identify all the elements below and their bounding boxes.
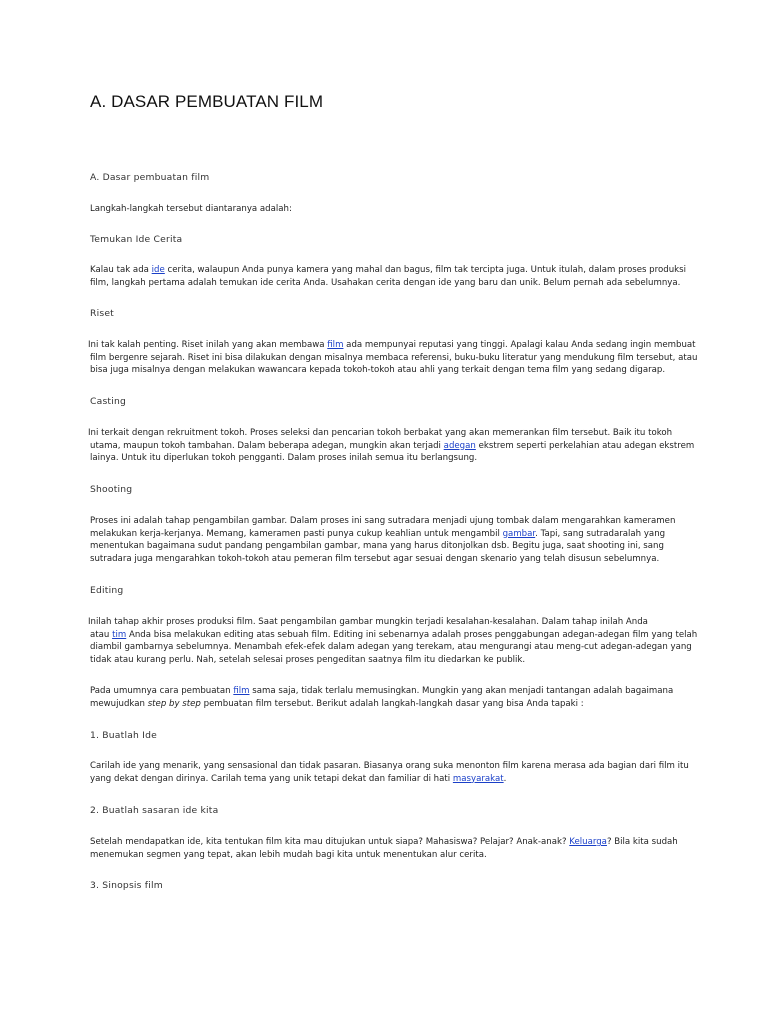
text-span: . Tapi, sang sutradaralah yang — [535, 528, 666, 539]
text-line: menentukan bagaimana sudut pandang pengambilan gambar, mana yang harus ditonjolkan dsb. Begitu juga, saat shooting ini, sang — [90, 541, 664, 552]
text-span: Ini tak kalah penting. Riset inilah yang akan membawa — [88, 340, 328, 350]
section-heading-sasaran-ide: 2. Buatlah sasaran ide kita — [90, 805, 219, 816]
section-heading-buatlah-ide: 1. Buatlah Ide — [90, 730, 157, 741]
paragraph-editing — [88, 616, 698, 666]
text-line: Carilah ide yang menarik, yang sensasional dan tidak pasaran. Biasanya orang suka menonton film karena merasa ada bagian dari film itu — [90, 761, 689, 771]
text-span: ekstrem seperti perkelahian atau adegan ekstrem — [475, 440, 695, 451]
text-line — [90, 264, 690, 277]
paragraph-temukan-ide — [90, 264, 690, 289]
text-line: sutradara juga mengarahkan tokoh-tokoh atau pemeran film tersebut agar sesuai dengan skenario yang telah disusun sebelumnya. — [90, 553, 660, 564]
paragraph-casting — [88, 427, 695, 465]
text-span: cerita, walaupun Anda punya kamera yang mahal dan bagus, film tak tercipta juga. Untuk itulah, dalam proses produksi — [164, 265, 686, 275]
text-line: Proses ini adalah tahap pengambilan gambar. Dalam proses ini sang sutradara menjadi ujung tombak dalam mengarahkan kameramen — [90, 516, 676, 526]
link-film[interactable]: film — [327, 340, 344, 350]
text-line — [88, 339, 696, 352]
text-line: Ini terkait dengan rekruitment tokoh. Proses seleksi dan pencarian tokoh berbakat yang akan memerankan film tersebut. Baik itu tokoh — [88, 428, 673, 438]
text-span: pembuatan film tersebut. Berikut adalah langkah-langkah dasar yang bisa Anda tapaki : — [200, 698, 584, 709]
section-heading-shooting: Shooting — [90, 484, 133, 495]
link-film-2[interactable]: film — [233, 686, 250, 696]
link-masyarakat[interactable]: masyarakat — [452, 773, 504, 784]
text-span: Anda bisa melakukan editing atas sebuah film. Editing ini sebenarnya adalah proses penggabungan adegan-adegan film yang telah — [126, 629, 698, 640]
link-keluarga[interactable]: Keluarga — [569, 837, 607, 847]
text-line: lainya. Untuk itu diperlukan tokoh pengganti. Dalam proses inilah semua itu berlangsung. — [90, 453, 478, 464]
text-line: Inilah tahap akhir proses produksi film. Saat pengambilan gambar mungkin terjadi kesalahan-kesalahan. Dalam tahap inilah Anda — [88, 617, 648, 627]
link-ide[interactable]: ide — [151, 265, 165, 275]
text-line: menemukan segmen yang tepat, akan lebih mudah bagi kita untuk menentukan alur cerita. — [90, 849, 487, 860]
text-line — [90, 528, 690, 541]
text-span: utama, maupun tokoh tambahan. Dalam beberapa adegan, mungkin akan terjadi — [90, 440, 444, 451]
text-span: yang dekat dengan dirinya. Carilah tema yang unik tetapi dekat dan familiar di hati — [90, 773, 453, 784]
section-heading-sinopsis: 3. Sinopsis film — [90, 880, 163, 891]
intro-paragraph — [90, 203, 690, 216]
text-span: sama saja, tidak terlalu memusingkan. Mungkin yang akan menjadi tantangan adalah bagaimana — [249, 686, 674, 696]
subtitle: A. Dasar pembuatan film — [90, 172, 210, 183]
text-span: ? Bila kita sudah — [606, 837, 678, 847]
text-line: diambil gambarnya sebelumnya. Menambah efek-efek dalam adegan yang terekam, atau mengurangi atau meng-cut adegan-adegan yang — [90, 642, 692, 653]
text-span: mewujudkan — [90, 698, 148, 709]
link-tim[interactable]: tim — [112, 629, 127, 640]
paragraph-shooting — [90, 515, 690, 565]
text-span: Setelah mendapatkan ide, kita tentukan film kita mau ditujukan untuk siapa? Mahasiswa? Pelajar? Anak-anak? — [90, 837, 570, 847]
paragraph-riset — [88, 339, 698, 377]
text-line: film, langkah pertama adalah temukan ide cerita Anda. Usahakan cerita dengan ide yang baru dan unik. Belum pernah ada sebelumnya. — [90, 277, 681, 288]
text-line — [88, 629, 698, 642]
paragraph-cara-pembuatan — [90, 685, 690, 710]
section-heading-temukan-ide: Temukan Ide Cerita — [90, 234, 183, 245]
text-span: Pada umumnya cara pembuatan — [90, 686, 234, 696]
section-heading-riset: Riset — [90, 308, 114, 319]
text-line — [88, 440, 695, 453]
paragraph-buatlah-ide — [90, 760, 690, 785]
text-span: atau — [90, 629, 113, 640]
text-span: melakukan kerja-kerjanya. Memang, kameramen pasti punya cukup keahlian untuk mengambil — [90, 528, 503, 539]
text-line — [90, 698, 690, 711]
text-span: ada mempunyai reputasi yang tinggi. Apalagi kalau Anda sedang ingin membuat — [343, 340, 696, 350]
text-line: bisa juga misalnya dengan melakukan wawancara kepada tokoh-tokoh atau ahli yang terkait dengan tema film yang sedang digarap. — [90, 365, 666, 376]
section-heading-editing: Editing — [90, 585, 124, 596]
text-line — [90, 836, 690, 849]
link-gambar[interactable]: gambar — [502, 528, 536, 539]
intro-text: Langkah-langkah tersebut diantaranya adalah: — [90, 204, 292, 214]
text-line — [90, 773, 690, 786]
page-title: A. DASAR PEMBUATAN FILM — [90, 92, 324, 111]
emphasis-text: step by step — [147, 698, 201, 709]
text-line: film bergenre sejarah. Riset ini bisa dilakukan dengan misalnya membaca referensi, buku-buku literatur yang mendukung film tersebut, atau — [90, 352, 698, 363]
section-heading-casting: Casting — [90, 396, 127, 407]
link-adegan[interactable]: adegan — [443, 440, 476, 451]
paragraph-sasaran-ide — [90, 836, 690, 861]
text-span: . — [503, 773, 507, 784]
text-line — [90, 685, 690, 698]
text-span: Kalau tak ada — [90, 265, 152, 275]
text-line: tidak atau kurang perlu. Nah, setelah selesai proses pengeditan saatnya film itu diedarkan ke publik. — [90, 654, 526, 665]
